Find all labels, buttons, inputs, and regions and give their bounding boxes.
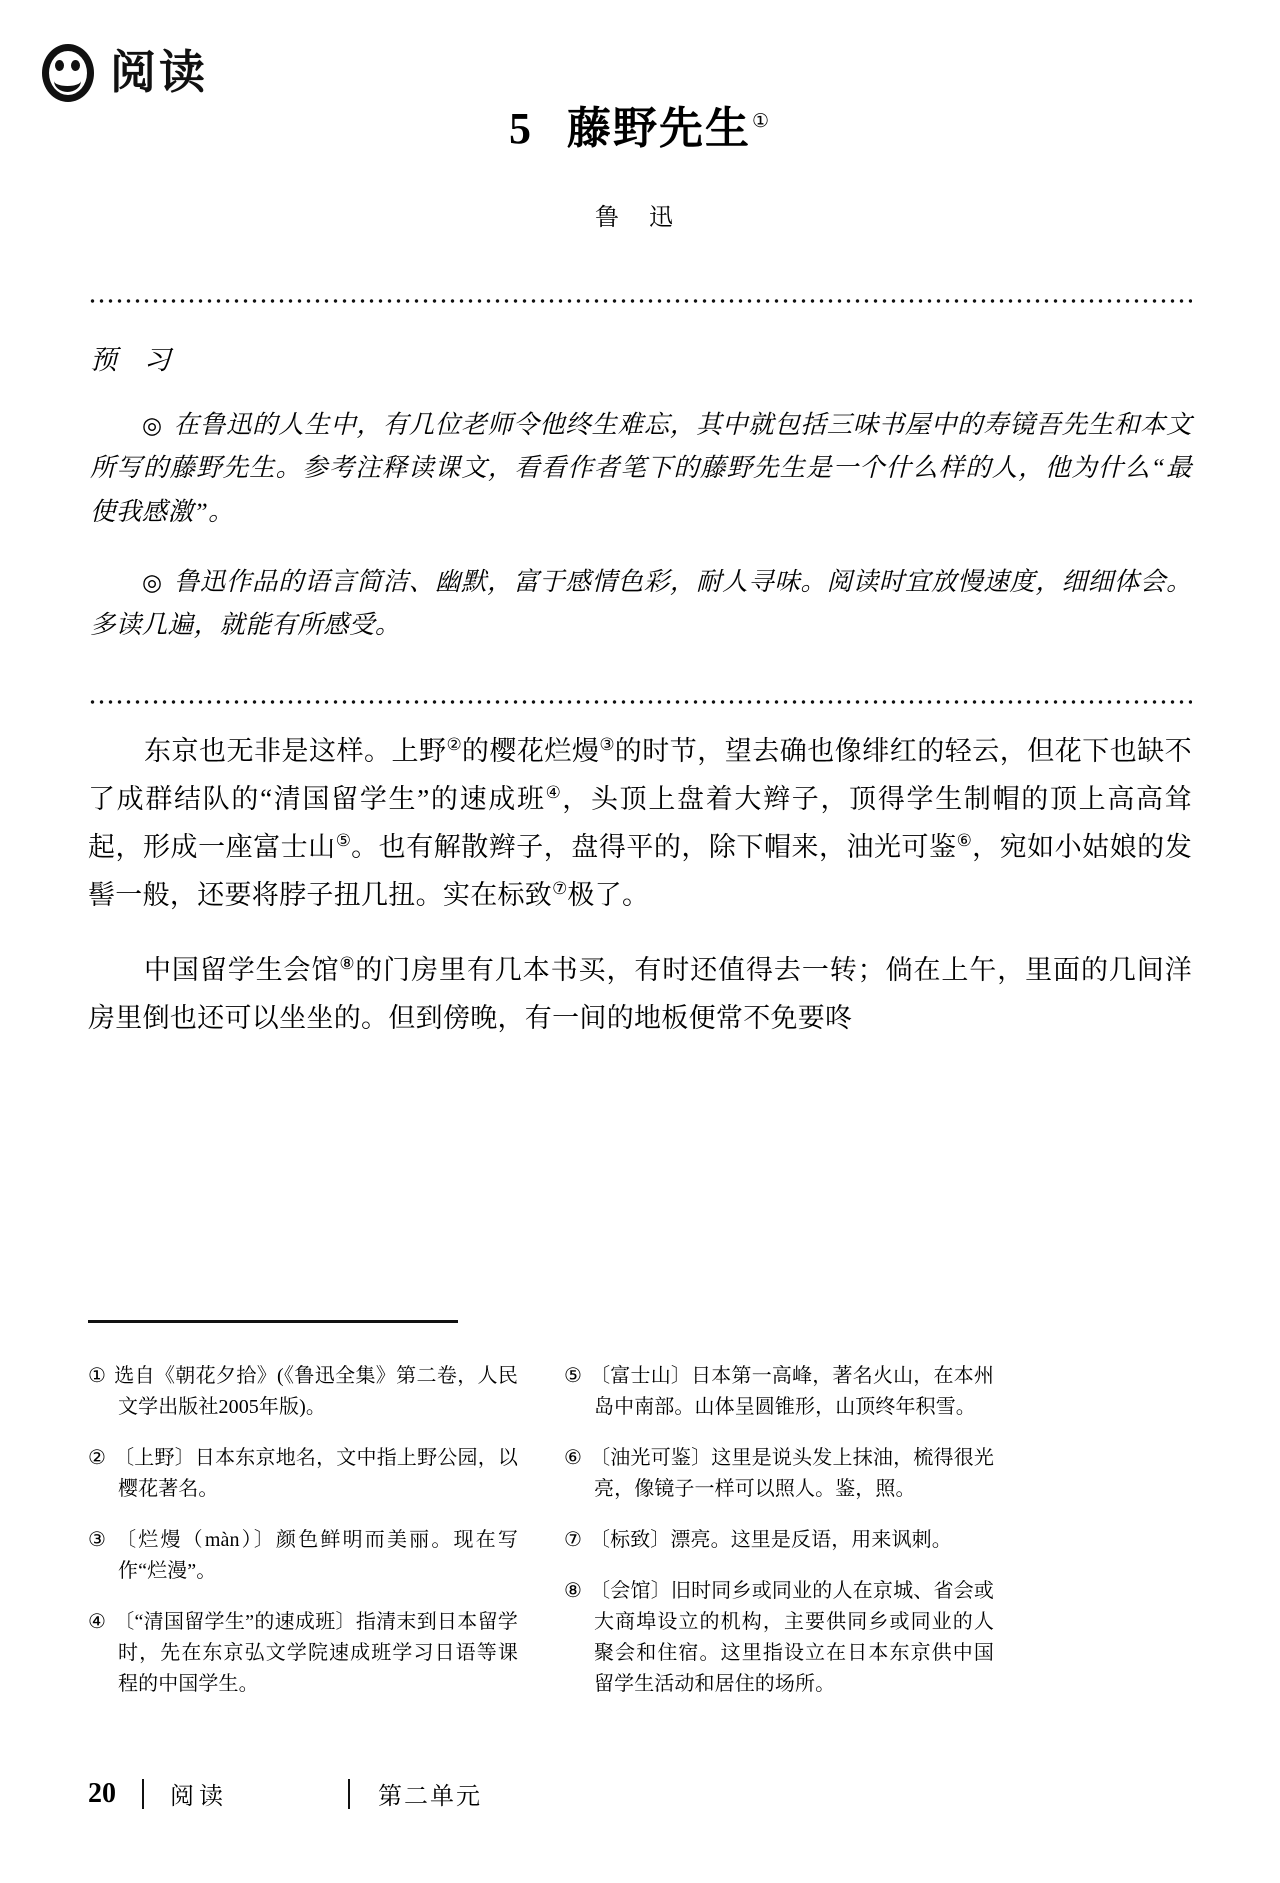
footnote-text: 〔会馆〕旧时同乡或同业的人在京城、省会或大商埠设立的机构，主要供同乡或同业的人聚会和住宿。这里指设立在日本东京供中国留学生活动和居住的场所。 bbox=[590, 1580, 994, 1695]
article-body bbox=[88, 700, 1192, 1069]
title-note-marker: ① bbox=[751, 111, 772, 133]
footnote-separator bbox=[88, 1320, 458, 1323]
body-text-run: ，宛如小姑娘的发髻一般，还要将脖子扭几扭。实在标致 bbox=[88, 832, 1192, 911]
footnote-marker: ⑦ bbox=[564, 1529, 583, 1551]
body-text-run: 中国留学生会馆 bbox=[144, 955, 340, 986]
footnote-item bbox=[564, 1443, 994, 1505]
preview-body bbox=[88, 304, 1192, 699]
preview-bullet-icon: ◎ bbox=[142, 569, 163, 595]
footnote-item bbox=[564, 1361, 994, 1423]
footnote-text: 〔标致〕漂亮。这里是反语，用来讽刺。 bbox=[590, 1529, 952, 1551]
footnote-text: 〔富士山〕日本第一高峰，著名火山，在本州岛中南部。山体呈圆锥形，山顶终年积雪。 bbox=[590, 1365, 994, 1418]
title-block bbox=[0, 104, 1280, 232]
footer-unit-label: 第二单元 bbox=[378, 1784, 482, 1810]
page-title bbox=[0, 104, 1280, 155]
footnotes-section bbox=[88, 1320, 1192, 1702]
footnote-reference: ③ bbox=[599, 735, 615, 754]
footer-divider-2 bbox=[348, 1779, 350, 1809]
footnote-item bbox=[564, 1576, 994, 1700]
footer-section-label: 阅读 bbox=[170, 1784, 228, 1810]
footnote-reference: ② bbox=[446, 735, 462, 754]
body-text-run: 极了。 bbox=[567, 880, 650, 911]
body-text-run: 东京也无非是这样。上野 bbox=[144, 736, 447, 766]
page-number: 20 bbox=[88, 1777, 116, 1809]
footnote-marker: ⑤ bbox=[564, 1365, 583, 1387]
footnote-reference: ④ bbox=[545, 783, 563, 803]
smiley-face-icon bbox=[42, 44, 94, 102]
footer-divider bbox=[142, 1779, 144, 1809]
preview-bullet-icon: ◎ bbox=[142, 412, 163, 438]
footnote-item bbox=[88, 1361, 518, 1423]
footnote-text: 〔“清国留学生”的速成班〕指清末到日本留学时，先在东京弘文学院速成班学习日语等课程的中国学生。 bbox=[114, 1611, 518, 1695]
preview-item-text: 在鲁迅的人生中，有几位老师令他终生难忘，其中就包括三味书屋中的寿镜吾先生和本文所写的藤野先生。参考注释读课文，看看作者笔下的藤野先生是一个什么样的人，他为什么“最使我感激”。 bbox=[90, 409, 1192, 527]
footnote-text: 〔油光可鉴〕这里是说头发上抹油，梳得很光亮，像镜子一样可以照人。鉴，照。 bbox=[590, 1447, 994, 1500]
page-footer bbox=[88, 1776, 1192, 1811]
body-text-run: ，头顶上盘着大辫子，顶得学生制帽的顶上高高耸起，形成一座富士山 bbox=[88, 784, 1192, 863]
footnote-text: 选自《朝花夕拾》(《鲁迅全集》第二卷，人民文学出版社2005年版)。 bbox=[114, 1365, 518, 1418]
footnote-marker: ① bbox=[88, 1365, 107, 1387]
author-name: 鲁 迅 bbox=[595, 204, 685, 231]
preview-section bbox=[88, 298, 1192, 705]
footnote-marker: ② bbox=[88, 1447, 107, 1469]
footnote-reference: ⑤ bbox=[335, 831, 352, 851]
footnote-column-right bbox=[564, 1341, 994, 1702]
body-text-run: 的门房里有几本书买，有时还值得去一转；倘在上午，里面的几间洋房里倒也还可以坐坐的。但到傍晚，有一间的地板便常不免要咚 bbox=[88, 955, 1192, 1034]
footnote-item bbox=[88, 1607, 518, 1700]
body-paragraph bbox=[88, 727, 1192, 919]
footnote-column-left bbox=[88, 1341, 518, 1702]
preview-item bbox=[90, 560, 1192, 648]
footnote-item bbox=[564, 1525, 994, 1556]
footnote-item bbox=[88, 1443, 518, 1505]
header-label: 阅读 bbox=[110, 47, 208, 98]
footnote-text: 〔上野〕日本东京地名，文中指上野公园，以樱花著名。 bbox=[114, 1447, 518, 1500]
preview-heading: 预 习 bbox=[90, 345, 181, 375]
lesson-title-text: 藤野先生 bbox=[566, 104, 751, 153]
footnote-marker: ③ bbox=[88, 1529, 107, 1551]
page-header bbox=[42, 44, 208, 102]
footnote-item bbox=[88, 1525, 518, 1587]
body-text-run: 的樱花烂熳 bbox=[461, 736, 600, 766]
body-text-run: 。也有解散辫子，盘得平的，除下帽来，油光可鉴 bbox=[351, 832, 957, 863]
body-paragraph bbox=[88, 946, 1192, 1042]
footnote-reference: ⑥ bbox=[956, 831, 973, 851]
footnote-marker: ⑧ bbox=[564, 1580, 583, 1602]
footnote-text: 〔烂熳（màn）〕颜色鲜明而美丽。现在写作“烂漫”。 bbox=[114, 1529, 518, 1582]
lesson-number: 5 bbox=[508, 104, 533, 153]
preview-item-text: 鲁迅作品的语言简洁、幽默，富于感情色彩，耐人寻味。阅读时宜放慢速度，细细体会。多读几遍，就能有所感受。 bbox=[90, 566, 1192, 640]
preview-item bbox=[90, 403, 1192, 535]
footnote-marker: ④ bbox=[88, 1611, 107, 1633]
footnote-marker: ⑥ bbox=[564, 1447, 583, 1469]
footnote-reference: ⑦ bbox=[552, 879, 568, 899]
footnote-reference: ⑧ bbox=[339, 954, 356, 974]
body-text-run: 的时节，望去确也像绯红的轻云，但花下也缺不了成群结队的“清国留学生”的速成班 bbox=[88, 736, 1192, 815]
